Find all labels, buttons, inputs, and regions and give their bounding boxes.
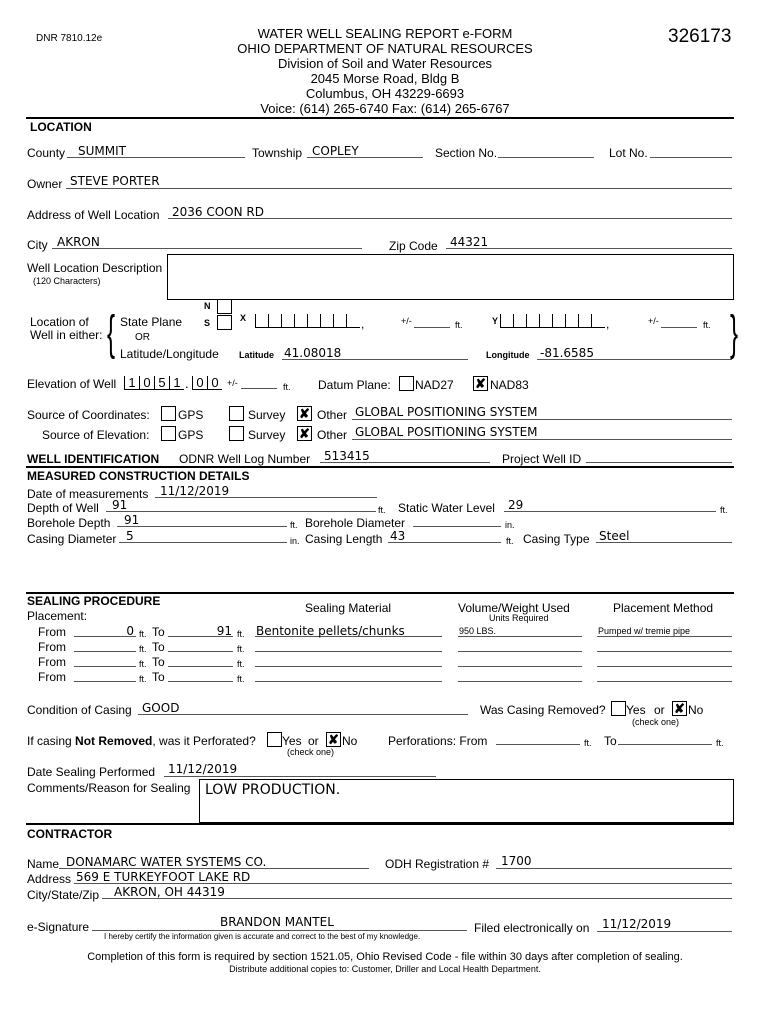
location-label: Well in either:	[30, 328, 103, 342]
seal-date-field[interactable]: 11/12/2019	[168, 762, 238, 776]
or-label: or	[308, 734, 319, 748]
removed-yes-checkbox[interactable]	[611, 701, 626, 716]
city-field[interactable]: AKRON	[57, 235, 100, 249]
divider	[26, 117, 734, 119]
certify-note: I hereby certify the information given is accurate and correct to the best of my knowledge.	[104, 932, 421, 941]
elevation-digit-cell[interactable]: 1	[124, 376, 139, 390]
perforated-pre: If casing	[27, 734, 76, 748]
from-field[interactable]	[74, 666, 136, 667]
ft-label: ft.	[237, 659, 245, 669]
decimal-point: ,	[606, 317, 610, 331]
north-checkbox[interactable]	[217, 299, 232, 314]
ft-label: ft.	[139, 644, 147, 654]
coordinate-cell[interactable]	[513, 314, 527, 328]
perforated-yes-checkbox[interactable]	[267, 732, 282, 747]
owner-label: Owner	[27, 177, 63, 191]
township-field[interactable]: COPLEY	[312, 144, 359, 158]
survey-label: Survey	[248, 408, 286, 422]
coord-source-field[interactable]: GLOBAL POSITIONING SYSTEM	[355, 405, 538, 419]
ft-label: ft.	[139, 659, 147, 669]
or-label: or	[654, 703, 665, 717]
borehole-dia-field[interactable]	[413, 526, 501, 527]
south-checkbox[interactable]	[217, 315, 232, 330]
check-one-note: (check one)	[287, 747, 335, 757]
location-label: Location of	[30, 315, 89, 329]
method-field[interactable]	[597, 651, 732, 652]
volume-header: Volume/Weight Used	[458, 601, 570, 615]
elev-gps-checkbox[interactable]	[161, 426, 176, 441]
perforations-to-field[interactable]	[618, 744, 712, 745]
in-label: in.	[290, 536, 300, 546]
casing-type-label: Casing Type	[523, 532, 590, 546]
method-header: Placement Method	[613, 601, 714, 615]
pm-label: +/-	[401, 316, 412, 326]
volume-field[interactable]	[458, 651, 582, 652]
from-label: From	[38, 625, 66, 639]
method-field[interactable]	[597, 666, 732, 667]
contractor-name-field[interactable]: DONAMARC WATER SYSTEMS CO.	[66, 855, 267, 869]
coordinate-cell[interactable]	[578, 314, 592, 328]
coordinate-cell[interactable]	[500, 314, 514, 328]
ft-label: ft.	[283, 382, 291, 392]
perforations-label: Perforations: From	[388, 734, 488, 748]
volume-field[interactable]	[458, 636, 582, 637]
coordinate-cell[interactable]	[320, 314, 334, 328]
latitude-field[interactable]: 41.08018	[284, 346, 342, 360]
static-field[interactable]: 29	[508, 498, 524, 512]
elev-survey-checkbox[interactable]	[229, 426, 244, 441]
from-value: 0	[126, 624, 134, 638]
x-label: X	[240, 313, 247, 323]
casing-dia-field[interactable]: 5	[126, 529, 134, 543]
title-line: Columbus, OH 43229-6693	[305, 86, 465, 101]
elevation-label: Elevation of Well	[27, 377, 117, 391]
coord-other-checkbox[interactable]: ✘	[297, 406, 312, 421]
city-label: City	[27, 238, 48, 252]
measure-date-field[interactable]: 11/12/2019	[160, 484, 230, 498]
project-id-field[interactable]	[586, 462, 732, 463]
zip-label: Zip Code	[389, 239, 438, 253]
coordinate-cell[interactable]	[591, 314, 605, 328]
to-field[interactable]	[168, 651, 233, 652]
desc-note: (120 Characters)	[33, 276, 101, 286]
volume-field[interactable]	[458, 681, 582, 682]
borehole-depth-label: Borehole Depth	[27, 516, 111, 530]
seal-date-label: Date Sealing Performed	[27, 765, 156, 779]
casing-length-field[interactable]: 43	[390, 529, 406, 543]
footer-note: Completion of this form is required by section 1521.05, Ohio Revised Code - file within 30 days after completion of sealing.	[87, 951, 683, 963]
yes-label: Yes	[626, 703, 646, 717]
pm-label: +/-	[227, 378, 238, 388]
to-label: To	[152, 640, 165, 654]
or-label: OR	[135, 332, 150, 343]
perforated-label	[27, 734, 256, 748]
perforated-no-checkbox[interactable]: ✘	[326, 732, 341, 747]
yes-label: Yes	[282, 734, 302, 748]
ft-label: ft.	[237, 674, 245, 684]
contractor-address-label: Address	[27, 872, 72, 886]
csz-field[interactable]: AKRON, OH 44319	[114, 885, 225, 899]
coord-survey-checkbox[interactable]	[229, 406, 244, 421]
perforated-bold: Not Removed	[75, 734, 153, 748]
ft-label: ft.	[703, 320, 711, 330]
section-label: Section No.	[435, 146, 498, 160]
placement-label: Placement:	[27, 609, 88, 623]
elevation-digit-cell[interactable]: 0	[139, 376, 154, 390]
other-label: Other	[317, 408, 348, 422]
csz-label: City/State/Zip	[27, 888, 100, 902]
coordinate-cell[interactable]	[565, 314, 579, 328]
longitude-label: Longitude	[486, 350, 530, 360]
to-label: To	[152, 670, 165, 684]
form-id: 326173	[668, 26, 732, 47]
depth-label: Depth of Well	[27, 501, 99, 515]
log-number-field[interactable]: 513415	[324, 449, 370, 463]
well-id-heading: WELL IDENTIFICATION	[27, 452, 160, 466]
to-value: 91	[216, 624, 232, 638]
elevation-decimal-cell[interactable]: 0	[192, 376, 207, 390]
township-label: Township	[252, 146, 303, 160]
ft-label: ft.	[455, 320, 463, 330]
coordinate-cell[interactable]	[346, 314, 360, 328]
condition-field[interactable]: GOOD	[142, 701, 180, 715]
project-id-label: Project Well ID	[502, 452, 582, 466]
gps-label: GPS	[178, 428, 204, 442]
n-label: N	[204, 301, 211, 311]
nad27-checkbox[interactable]	[399, 376, 414, 391]
borehole-dia-label: Borehole Diameter	[305, 516, 406, 530]
elevation-digit-cell[interactable]: 5	[154, 376, 169, 390]
depth-field[interactable]: 91	[112, 498, 128, 512]
to-field[interactable]	[168, 666, 233, 667]
county-field[interactable]: SUMMIT	[78, 144, 126, 158]
coord-source-label: Source of Coordinates:	[27, 408, 150, 422]
elevation-digit-cell[interactable]: 1	[169, 376, 184, 390]
ft-label: ft.	[139, 629, 147, 639]
material-field[interactable]	[255, 666, 442, 667]
comments-label: Comments/Reason for Sealing	[27, 781, 191, 795]
form-number: DNR 7810.12e	[36, 33, 103, 44]
coordinate-cell[interactable]	[268, 314, 282, 328]
ft-label: ft.	[584, 738, 592, 748]
casing-length-label: Casing Length	[305, 532, 383, 546]
to-field[interactable]	[168, 681, 233, 682]
units-required: Units Required	[489, 613, 549, 623]
latlong-label: Latitude/Longitude	[120, 347, 219, 361]
nad83-checkbox[interactable]: ✘	[473, 376, 488, 391]
casing-dia-label: Casing Diameter	[27, 532, 117, 546]
county-label: County	[27, 146, 66, 160]
volume-field[interactable]	[458, 666, 582, 667]
y-label: Y	[492, 316, 499, 326]
title-line: OHIO DEPARTMENT OF NATURAL RESOURCES	[237, 41, 533, 56]
divider	[26, 823, 734, 825]
divider	[26, 466, 734, 468]
nad83-label: NAD83	[490, 378, 529, 392]
volume-value: 950 LBS.	[459, 626, 497, 636]
address-label: Address of Well Location	[27, 208, 160, 222]
from-label: From	[38, 640, 66, 654]
to-label: To	[152, 655, 165, 669]
casing-type-field[interactable]: Steel	[599, 529, 630, 543]
material-header: Sealing Material	[305, 601, 392, 615]
ft-label: ft.	[720, 505, 728, 515]
pm-label: +/-	[648, 316, 659, 326]
other-label: Other	[317, 428, 348, 442]
datum-label: Datum Plane:	[318, 378, 391, 392]
coord-gps-checkbox[interactable]	[161, 406, 176, 421]
ft-label: ft.	[290, 520, 298, 530]
s-label: S	[204, 318, 211, 328]
from-label: From	[38, 670, 66, 684]
gps-label: GPS	[178, 408, 204, 422]
measure-date-label: Date of measurements	[27, 487, 149, 501]
ft-label: ft.	[237, 644, 245, 654]
condition-label: Condition of Casing	[27, 703, 132, 717]
location-heading: LOCATION	[30, 120, 92, 134]
desc-label: Well Location Description	[27, 261, 163, 275]
elevation-decimal-cell[interactable]: 0	[207, 376, 222, 390]
coordinate-cell[interactable]	[552, 314, 566, 328]
material-field[interactable]	[255, 681, 442, 682]
comments-text: LOW PRODUCTION.	[205, 782, 341, 798]
nad27-label: NAD27	[415, 378, 454, 392]
ft-label: ft.	[237, 629, 245, 639]
contractor-address-field[interactable]: 569 E TURKEYFOOT LAKE RD	[76, 870, 251, 884]
from-label: From	[38, 655, 66, 669]
longitude-field[interactable]: -81.6585	[540, 346, 594, 360]
static-label: Static Water Level	[398, 501, 495, 515]
right-brace: }	[730, 307, 739, 360]
lot-label: Lot No.	[609, 146, 648, 160]
ft-label: ft.	[716, 738, 724, 748]
coordinate-cell[interactable]	[333, 314, 347, 328]
address-field[interactable]: 2036 COON RD	[172, 205, 264, 219]
title-line: Voice: (614) 265-6740 Fax: (614) 265-6767	[260, 101, 510, 116]
state-plane-label: State Plane	[120, 315, 183, 329]
title-line: Division of Soil and Water Resources	[277, 56, 493, 71]
well-description-field[interactable]	[167, 254, 734, 300]
in-label: in.	[505, 520, 515, 530]
borehole-depth-field[interactable]: 91	[124, 513, 140, 527]
owner-field[interactable]: STEVE PORTER	[70, 174, 160, 188]
lot-field[interactable]	[650, 157, 732, 158]
coordinate-cell[interactable]	[307, 314, 321, 328]
elev-other-checkbox[interactable]: ✘	[297, 426, 312, 441]
removed-no-checkbox[interactable]: ✘	[672, 701, 687, 716]
survey-label: Survey	[248, 428, 286, 442]
log-label: ODNR Well Log Number	[179, 452, 311, 466]
odh-label: ODH Registration #	[385, 857, 490, 871]
filed-label: Filed electronically on	[474, 921, 590, 935]
latitude-label: Latitude	[239, 350, 274, 360]
from-field[interactable]	[74, 681, 136, 682]
method-field[interactable]	[597, 681, 732, 682]
ft-label: ft.	[139, 674, 147, 684]
removed-label: Was Casing Removed?	[480, 703, 606, 717]
material-field[interactable]	[255, 651, 442, 652]
no-label: No	[342, 734, 358, 748]
decimal-point: ,	[361, 317, 365, 331]
contractor-heading: CONTRACTOR	[27, 827, 113, 841]
check-one-note: (check one)	[632, 717, 680, 727]
footer-distribute: Distribute additional copies to: Customer, Driller and Local Health Department.	[229, 964, 541, 974]
construction-heading: MEASURED CONSTRUCTION DETAILS	[27, 469, 250, 483]
sealing-heading: SEALING PROCEDURE	[27, 594, 161, 608]
zip-field[interactable]: 44321	[450, 235, 489, 249]
ft-label: ft.	[506, 536, 514, 546]
coordinate-cell[interactable]	[539, 314, 553, 328]
no-label: No	[688, 703, 704, 717]
from-field[interactable]	[74, 651, 136, 652]
esig-label: e-Signature	[27, 920, 90, 934]
esignature-field[interactable]: BRANDON MANTEL	[220, 915, 334, 929]
elev-source-field[interactable]: GLOBAL POSITIONING SYSTEM	[355, 425, 538, 439]
coordinate-cell[interactable]	[294, 314, 308, 328]
ft-label: ft.	[378, 505, 386, 515]
left-brace: {	[107, 307, 116, 360]
section-field[interactable]	[498, 157, 594, 158]
material-value: Bentonite pellets/chunks	[256, 624, 405, 638]
title-line: WATER WELL SEALING REPORT e-FORM	[257, 26, 513, 41]
title-line: 2045 Morse Road, Bldg B	[310, 71, 460, 86]
comments-field[interactable]	[199, 779, 734, 823]
perforations-from-field[interactable]	[496, 744, 580, 745]
name-label: Name	[27, 857, 60, 871]
method-value: Pumped w/ tremie pipe	[598, 626, 691, 636]
to-label: To	[152, 625, 165, 639]
coordinate-cell[interactable]	[255, 314, 269, 328]
perforated-post: , was it Perforated?	[152, 734, 256, 748]
coordinate-cell[interactable]	[526, 314, 540, 328]
to-label: To	[604, 734, 617, 748]
coordinate-cell[interactable]	[281, 314, 295, 328]
elev-source-label: Source of Elevation:	[42, 428, 150, 442]
filed-date-field[interactable]: 11/12/2019	[602, 917, 672, 931]
agency-header	[185, 26, 585, 116]
odh-field[interactable]: 1700	[501, 854, 532, 868]
method-field[interactable]	[597, 636, 732, 637]
decimal-point: .	[185, 376, 189, 391]
